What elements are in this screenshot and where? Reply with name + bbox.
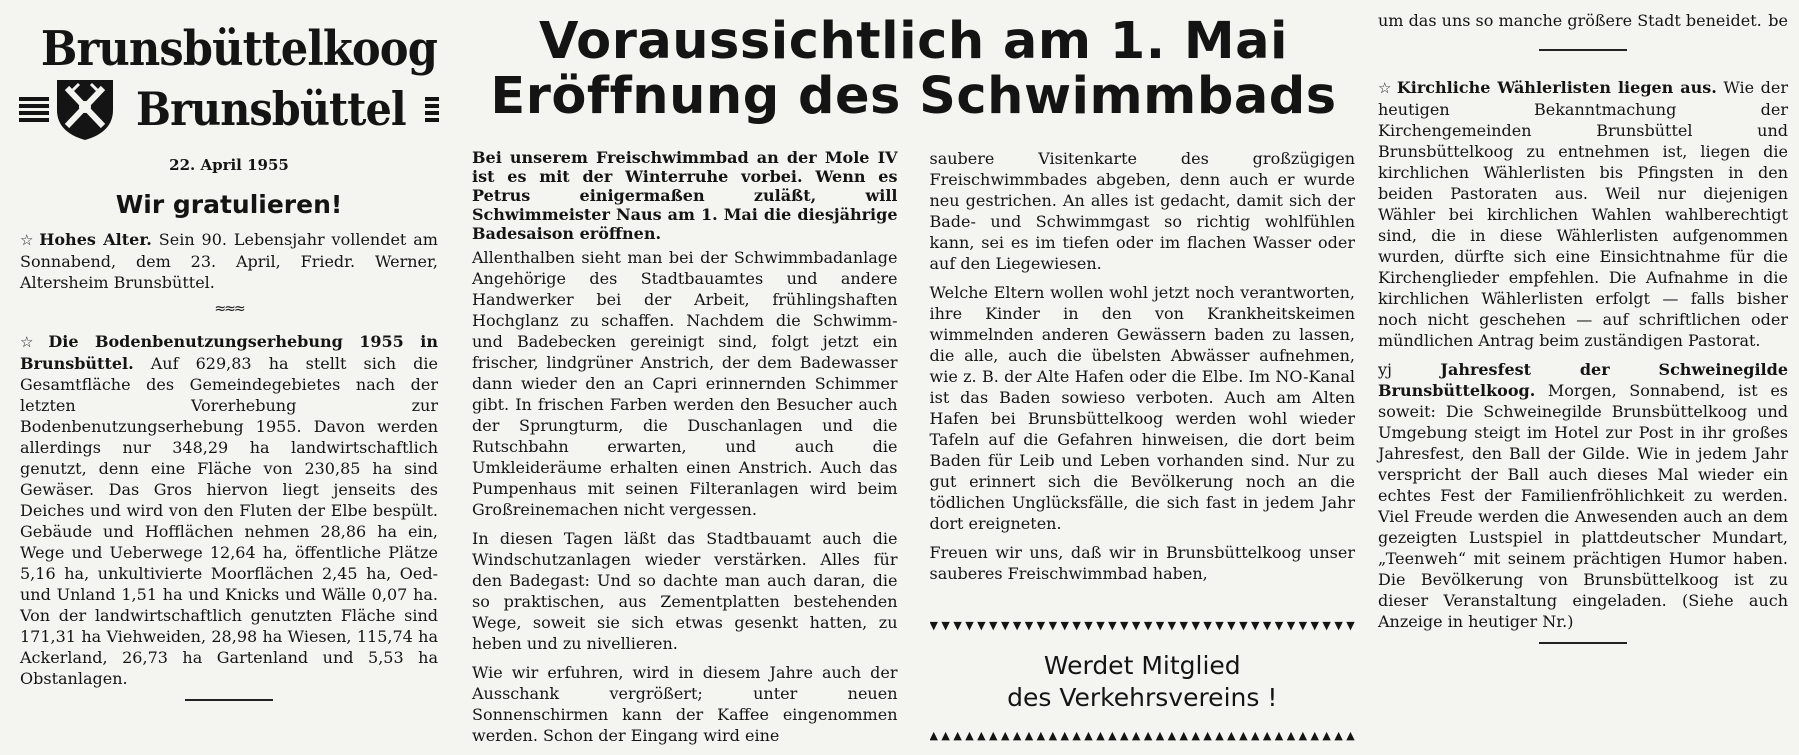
triangle-up-icon: ▲ [1227, 730, 1236, 742]
article-lead: Bei unserem Freischwimmbad an der Mole IV ist es mit der Winterruhe vorbei. Wenn es Petrus einigermaßen zuläßt, will Schwimmeister Naus am 1. Mai die diesjährige Badesaison eröffnen. [472, 148, 898, 243]
notice-guild-head: Jahresfest der Schweinegilde Brunsbüttelkoog. [1378, 360, 1788, 400]
triangle-up-icon: ▲ [1131, 730, 1141, 742]
triangle-up-icon: ▲ [1072, 730, 1081, 742]
headline-line2: Eröffnung des Schwimmbads [490, 67, 1337, 126]
triangle-down-icon: ▼ [1096, 620, 1105, 632]
triangle-down-icon: ▼ [1179, 620, 1188, 632]
notice-land-survey-head: Die Bodenbenutzungserhebung 1955 in Brunsbüttel. [20, 332, 438, 373]
triangle-down-icon: ▼ [1048, 620, 1058, 632]
triangle-up-icon: ▲ [1215, 730, 1224, 742]
triangle-up-icon: ▲ [1298, 730, 1308, 742]
column-end-rule [185, 699, 273, 701]
triangle-down-icon: ▼ [1072, 620, 1081, 632]
triangle-down-icon: ▼ [1000, 620, 1010, 632]
triangle-up-icon: ▲ [1084, 730, 1093, 742]
triangle-down-icon: ▼ [1215, 620, 1224, 632]
article-paragraph: Freuen wir uns, daß wir in Brunsbüttelkoog unser sauberes Freischwimmbad haben, [929, 543, 1355, 583]
triangle-border-bottom [930, 730, 1356, 742]
ad-line2: des Verkehrsvereins ! [1007, 683, 1278, 712]
notice-land-survey-body: Auf 629,83 ha stellt sich die Gesamtfläche des Gemeindegebietes nach der letzten Vorerhebung zur Bodenbenutzungserhebung 1955. Davon werden allerdings nur 348,29 ha landwirtschaftlich genutzt, denn eine Fläche von 230,85 ha sind Gewäser. Das Gros hiervon liegt jenseits des Deiches und wird von den Fluten der Elbe bespült. Gebäude und Hofflächen nehmen 28,86 ha ein, Wege und Ueberwege 12,64 ha, öffentliche Plätze 5,16 ha, unkultivierte Moorflächen 2,45 ha, Oed- und Unland 1,51 ha und Knicks und Wälle 0,07 ha. Von der landwirtschaftlich genutzten Fläche sind 171,31 ha Viehweiden, 28,98 ha Wiesen, 115,74 ha Ackerland, 26,73 ha Gartenland und 5,53 ha Obstanlagen. [20, 354, 438, 688]
triangle-down-icon: ▼ [1262, 620, 1272, 632]
triangle-up-icon: ▲ [1310, 730, 1319, 742]
article-paragraph: Wie wir erfuhren, wird in diesem Jahre auch der Ausschank vergrößert; unter neuen Sonnenschirmen kann der Kaffee eingenommen werden. Schon der Eingang wird eine [472, 663, 898, 745]
star-icon: ☆ [20, 333, 45, 351]
right-column [1378, 0, 1788, 654]
triangle-down-icon: ▼ [1322, 620, 1331, 632]
masthead-title-line1: Brunsbüttelkoog [40, 21, 437, 77]
triangle-up-icon: ▲ [1143, 730, 1153, 742]
article-paragraph: Welche Eltern wollen wohl jetzt noch verantworten, ihre Kinder in den von Krankheitskeimen wimmelnden anderen Gewässern baden zu lassen, die alle, auch die übelsten Abwässer aufnehmen, wie z. B. der Alte Hafen oder die Elbe. Im NO-Kanal ist das Baden sowieso verboten. Auch am Alten Hafen bei Brunsbüttelkoog werden wohl wieder Tafeln auf die Gefahren hinweisen, die dort beim Baden für Leib und Leben vorhanden sind. Nur zu gut erinnert sich die Bevölkerung noch an die tödlichen Unglücksfälle, die sich fast in jedem Jahr dort ereigneten. [929, 283, 1355, 533]
main-article [472, 0, 1355, 754]
article-body [472, 148, 1355, 754]
triangle-down-icon: ▼ [1346, 620, 1355, 632]
triangle-down-icon: ▼ [1310, 620, 1319, 632]
triangle-up-icon: ▲ [1191, 730, 1200, 742]
triangle-down-icon: ▼ [1286, 620, 1296, 632]
article-continuation [1378, 10, 1788, 31]
triangle-down-icon: ▼ [1131, 620, 1141, 632]
advertisement-box [930, 620, 1356, 742]
continuation-text: um das uns so manche größere Stadt beneidet. [1378, 11, 1762, 30]
masthead-title-line2: Brunsbüttel [136, 82, 406, 136]
triangle-down-icon: ▼ [1084, 620, 1093, 632]
triangle-border-top [930, 620, 1356, 632]
notice-old-age-head: Hohes Alter. [39, 230, 152, 249]
triangle-up-icon: ▲ [1322, 730, 1331, 742]
author-prefix: yj [1378, 360, 1392, 379]
triangle-down-icon: ▼ [1274, 620, 1284, 632]
triangle-up-icon: ▲ [929, 730, 938, 742]
triangle-up-icon: ▲ [977, 730, 986, 742]
triangle-up-icon: ▲ [1203, 730, 1212, 742]
article-paragraph: Allenthalben sieht man bei der Schwimmbadanlage Angehörige des Stadtbauamtes und andere Handwerker bei der Arbeit, frühlingshaften Hochglanz zu schaffen. Nachdem die Schwimm- und Badebecken gereinigt sind, folgt jetzt ein frischer, lindgrüner Anstrich, der dem Badewasser dann wieder den an Capri erinnernden Schimmer gibt. In frischen Farben werden den Besucher auch der Sprungturm, die Duschanlagen und die Rutschbahn erwarten, und auch die Umkleideräume erhalten einen Anstrich. Auch das Pumpenhaus mit seinen Filteranlagen wird beim Großreinemachen nicht vergessen. [472, 248, 898, 519]
triangle-down-icon: ▼ [1191, 620, 1200, 632]
triangle-up-icon: ▲ [1096, 730, 1105, 742]
triangle-up-icon: ▲ [1274, 730, 1284, 742]
notice-church-voter-lists [1378, 77, 1788, 351]
triangle-up-icon: ▲ [1239, 730, 1248, 742]
triangle-up-icon: ▲ [989, 730, 998, 742]
triangle-down-icon: ▼ [1143, 620, 1153, 632]
triangle-down-icon: ▼ [1334, 620, 1343, 632]
notice-land-survey [20, 331, 438, 689]
triangle-down-icon: ▼ [1120, 620, 1129, 632]
triangle-down-icon: ▼ [1060, 620, 1069, 632]
triangle-down-icon: ▼ [977, 620, 986, 632]
triangle-down-icon: ▼ [1203, 620, 1212, 632]
article-column-1 [472, 148, 898, 754]
triangle-down-icon: ▼ [1108, 620, 1117, 632]
triangle-up-icon: ▲ [1000, 730, 1010, 742]
city-crest-icon [53, 76, 117, 142]
triangle-down-icon: ▼ [989, 620, 998, 632]
section-heading-congrats: Wir gratulieren! [115, 190, 343, 219]
triangle-up-icon: ▲ [1048, 730, 1058, 742]
triangle-up-icon: ▲ [1262, 730, 1272, 742]
article-column-2 [930, 148, 1356, 754]
headline-line1: Voraussichtlich am 1. Mai [538, 12, 1289, 71]
notice-pig-guild [1378, 359, 1788, 632]
triangle-up-icon: ▲ [1179, 730, 1188, 742]
star-icon: ☆ [1378, 79, 1393, 97]
triangle-down-icon: ▼ [1250, 620, 1260, 632]
ad-line1: Werdet Mitglied [1043, 651, 1241, 680]
notice-guild-body: Morgen, Sonnabend, ist es soweit: Die Schweinegilde Brunsbüttelkoog und Umgebung steigt im Hotel zur Post in ihr großes Jahresfest, den Ball der Gilde. Wie in jedem Jahr verspricht der Ball auch dieses Mal wieder ein echtes Fest der Familienfröhlichkeit zu werden. Viel Freude werden die Anwesenden auch an dem gezeigten Lustspiel in plattdeutscher Mundart, „Teenweh“ mit seinem prächtigen Humor haben. Die Bevölkerung von Brunsbüttelkoog ist zu dieser Veranstaltung eingeladen. (Siehe auch Anzeige in heutiger Nr.) [1378, 381, 1788, 631]
article-paragraph: In diesen Tagen läßt das Stadtbauamt auch die Windschutzanlagen wieder verstärken. Alles für den Badegast: Und so dachte man auch daran, die so praktischen, aus Zementplatten bestehenden Wege, soweit sie sich etwas gesenkt hatten, zu heben und zu nivellieren. [472, 529, 898, 653]
article-headline [472, 14, 1355, 124]
triangle-up-icon: ▲ [1155, 730, 1165, 742]
author-initials: be [1768, 11, 1788, 30]
triangle-up-icon: ▲ [1346, 730, 1355, 742]
triangle-up-icon: ▲ [1167, 730, 1177, 742]
triangle-up-icon: ▲ [1060, 730, 1069, 742]
triangle-up-icon: ▲ [1024, 730, 1034, 742]
notice-old-age [20, 229, 438, 293]
triangle-down-icon: ▼ [1012, 620, 1022, 632]
triangle-up-icon: ▲ [1334, 730, 1343, 742]
triangle-up-icon: ▲ [1120, 730, 1129, 742]
triangle-down-icon: ▼ [965, 620, 974, 632]
triangle-up-icon: ▲ [1250, 730, 1260, 742]
triangle-down-icon: ▼ [929, 620, 938, 632]
triangle-up-icon: ▲ [1036, 730, 1046, 742]
triangle-up-icon: ▲ [965, 730, 974, 742]
triangle-down-icon: ▼ [953, 620, 962, 632]
section-rule [1539, 49, 1627, 51]
notice-old-age-body: Sein 90. Lebensjahr vollendet am Sonnabend, dem 23. April, Friedr. Werner, Altersheim Brunsbüttel. [20, 230, 438, 292]
triangle-up-icon: ▲ [953, 730, 962, 742]
masthead [20, 22, 438, 142]
left-column [20, 0, 438, 711]
masthead-bars-right [425, 97, 439, 122]
masthead-bars [19, 97, 49, 122]
column-end-rule [1539, 642, 1627, 644]
triangle-up-icon: ▲ [1012, 730, 1022, 742]
triangle-down-icon: ▼ [1155, 620, 1165, 632]
triangle-down-icon: ▼ [1024, 620, 1034, 632]
notice-church-body: Wie der heutigen Bekanntmachung der Kirchengemeinden Brunsbüttel und Brunsbüttelkoog zu entnehmen ist, liegen die kirchlichen Wählerlisten bis Pfingsten in den beiden Pastoraten aus. Weil nur diejenigen Wähler bei kirchlichen Wahlen wahlberechtigt sind, die in diese Wählerlisten aufgenommen wurden, dürfte sich eine Einsichtnahme für die Kirchenglieder empfehlen. Die Aufnahme in die kirchlichen Wählerlisten erfolgt — falls bisher noch nicht geschehen — auf schriftlichen oder mündlichen Antrag beim zuständigen Pastorat. [1378, 78, 1788, 350]
triangle-up-icon: ▲ [941, 730, 950, 742]
notice-church-head: Kirchliche Wählerlisten liegen aus. [1396, 78, 1717, 97]
masthead-row2 [20, 76, 438, 142]
triangle-up-icon: ▲ [1108, 730, 1117, 742]
triangle-down-icon: ▼ [1239, 620, 1248, 632]
issue-date: 22. April 1955 [169, 156, 289, 174]
star-icon: ☆ [20, 231, 36, 249]
triangle-down-icon: ▼ [1167, 620, 1177, 632]
triangle-down-icon: ▼ [1298, 620, 1308, 632]
triangle-down-icon: ▼ [1227, 620, 1236, 632]
triangle-down-icon: ▼ [1036, 620, 1046, 632]
triangle-up-icon: ▲ [1286, 730, 1296, 742]
triangle-down-icon: ▼ [941, 620, 950, 632]
advertisement-text [930, 650, 1356, 714]
wave-divider-icon: ≈≈≈ [214, 301, 244, 317]
article-paragraph: saubere Visitenkarte des großzügigen Freischwimmbades abgeben, denn auch er wurde neu gestrichen. An alles ist gedacht, damit sich der Bade- und Schwimmgast so richtig wohlfühlen kann, sei es im tiefen oder im flachen Wasser oder auf den Liegewiesen. [929, 149, 1355, 273]
